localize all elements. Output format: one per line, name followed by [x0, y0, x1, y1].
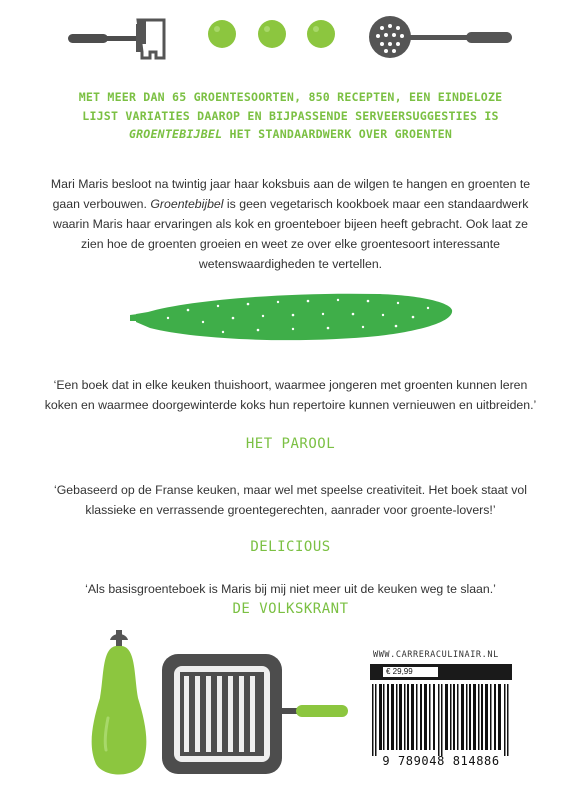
cucumber-icon: [128, 288, 458, 346]
barcode-icon: [370, 684, 512, 756]
skimmer-spoon-icon: [366, 14, 516, 60]
barcode-block: [370, 664, 512, 774]
book-title: GROENTEBIJBEL: [128, 127, 223, 141]
description-part-2: is geen vegetarisch kookboek maar een standaardwerk waarin Maris haar ervaringen als kok en groenteboer bijeen heeft gebracht. Ook laat ze zien hoe de groenten groeien en weet ze over elke groentesoort interessante wetenswaardigheden te vertellen.: [52, 197, 529, 271]
headline-line-2: LIJST VARIATIES DAAROP EN BIJPASSENDE SERVEERSUGGESTIES IS: [82, 108, 499, 123]
price-box: [370, 664, 512, 680]
grill-pan-icon: [160, 652, 350, 778]
description-paragraph: [50, 174, 531, 274]
potato-masher-icon: [66, 14, 176, 64]
review-quote-3: ‘Als basisgroenteboek is Maris bij mij niet meer uit de keuken weg te slaan.’: [85, 582, 496, 596]
review-source-3: DE VOLKSKRANT: [232, 601, 349, 617]
isbn-number: 9 789048 814886: [382, 754, 500, 768]
squash-icon: [88, 628, 150, 778]
review-quote-2: ‘Gebaseerd op de Franse keuken, maar wel met speelse creativiteit. Het boek staat vol klassieke en verrassende groentegerechten, aanrader voor groente-lovers!’: [54, 483, 527, 517]
publisher-url: WWW.CARRERACULINAIR.NL: [373, 650, 499, 660]
price-label: € 29,99: [383, 667, 438, 677]
review-source-1: HET PAROOL: [245, 436, 336, 452]
description-part-1: Mari Maris besloot na twintig jaar haar koksbuis aan de wilgen te hangen en groenten te gaan verbouwen.: [50, 177, 531, 211]
pea-icon: [306, 19, 336, 49]
headline: [30, 88, 551, 144]
headline-line-1: MET MEER DAN 65 GROENTESOORTEN, 850 RECEPTEN, EEN EINDELOZE: [78, 90, 503, 104]
headline-line-3-rest: HET STANDAARDWERK OVER GROENTEN: [222, 127, 453, 141]
review-quote-1: ‘Een boek dat in elke keuken thuishoort, waarmee jongeren met groenten kunnen leren koken en waarmee doorgewinterde koks hun repertoire kunnen vernieuwen en uitbreiden.’: [44, 378, 537, 412]
description-book-title: Groentebijbel: [150, 197, 224, 211]
pea-icon: [257, 19, 287, 49]
headline-line-3: [30, 125, 551, 144]
pea-icon: [207, 19, 237, 49]
review-source-2: DELICIOUS: [250, 539, 331, 555]
